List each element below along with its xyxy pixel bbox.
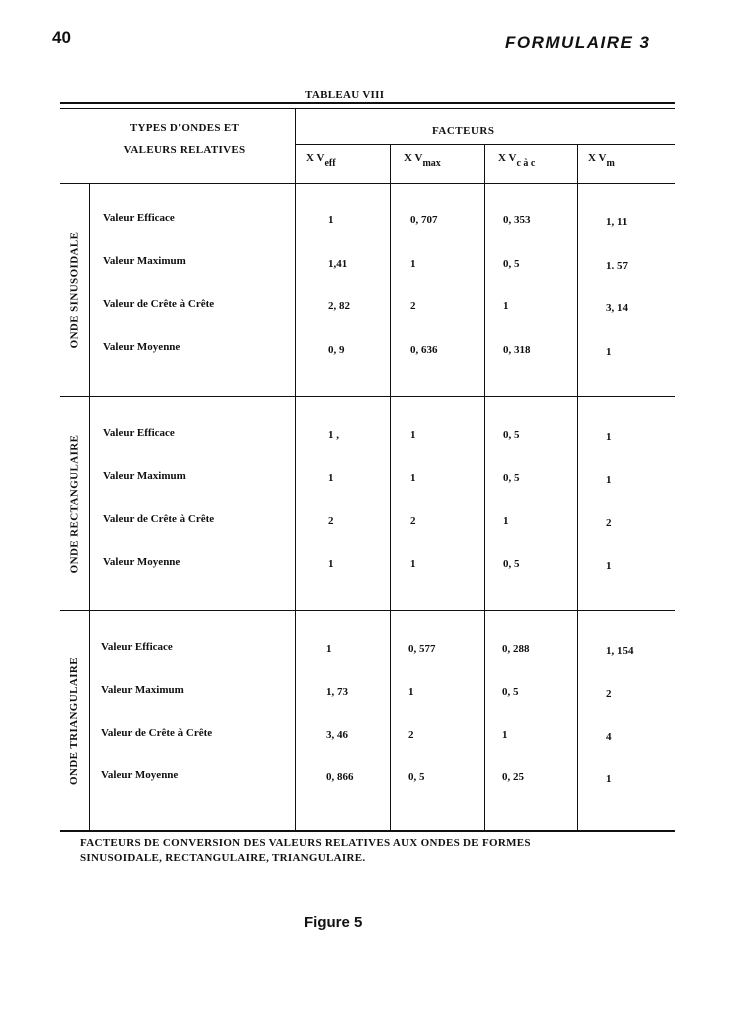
cell-vcac: 0, 318 [503, 344, 531, 356]
cell-veff: 2, 82 [328, 300, 350, 312]
row-label: Valeur Maximum [101, 684, 184, 696]
row-label: Valeur Moyenne [101, 769, 179, 781]
cell-vcac: 0, 25 [502, 771, 524, 783]
row-label: Valeur de Crête à Crête [101, 727, 213, 739]
row-label: Valeur Efficace [103, 427, 175, 439]
cell-veff: 1 [328, 558, 334, 570]
group-divider-1 [60, 396, 675, 397]
column-divider-1 [390, 144, 391, 831]
cell-vmax: 2 [410, 515, 416, 527]
cell-vcac: 0, 5 [502, 686, 519, 698]
cell-vm: 1 [606, 560, 612, 572]
cell-vmax: 0, 5 [408, 771, 425, 783]
row-label: Valeur Efficace [103, 212, 175, 224]
cell-vm: 1, 11 [606, 216, 628, 228]
cell-veff: 0, 866 [326, 771, 354, 783]
cell-vmax: 0, 707 [410, 214, 438, 226]
group-label-sinusoidale: ONDE SINUSOIDALE [68, 231, 81, 349]
group-label-rectangulaire: ONDE RECTANGULAIRE [68, 434, 80, 573]
cell-vcac: 0, 5 [503, 258, 520, 270]
column-header-vm: X $V_m$ [588, 152, 615, 169]
cell-vcac: 0, 5 [503, 472, 520, 484]
factors-header-divider [296, 144, 675, 145]
cell-vcac: 0, 288 [502, 643, 530, 655]
page-number: 40 [52, 28, 71, 47]
footnote [80, 836, 680, 866]
cell-vm: 1 [606, 346, 612, 358]
group-divider-2 [60, 610, 675, 611]
table-top-rule [60, 102, 675, 104]
cell-vcac: 0, 5 [503, 558, 520, 570]
figure-label: Figure 5 [304, 914, 363, 931]
footnote-line2: SINUSOIDALE, RECTANGULAIRE, TRIANGULAIRE. [80, 852, 366, 864]
header-left-line2: VALEURS RELATIVES [123, 144, 246, 156]
column-divider-2 [484, 144, 485, 831]
cell-vmax: 1 [410, 258, 416, 270]
table-top-rule-2 [60, 108, 675, 109]
column-header-vmax: X $V_{max}$ [404, 152, 441, 169]
cell-vmax: 0, 636 [410, 344, 438, 356]
cell-veff: 1, 73 [326, 686, 348, 698]
table-caption: TABLEAU VIII [305, 89, 385, 101]
cell-veff: 1 , [328, 429, 339, 441]
cell-veff: 3, 46 [326, 729, 348, 741]
header-left-line1: TYPES D'ONDES ET [129, 122, 240, 134]
row-label: Valeur Maximum [103, 470, 186, 482]
cell-veff: 1 [328, 214, 334, 226]
cell-vmax: 1 [410, 429, 416, 441]
row-label: Valeur Moyenne [103, 341, 181, 353]
row-label: Valeur Efficace [101, 641, 173, 653]
cell-vcac: 0, 5 [503, 429, 520, 441]
row-label: Valeur Maximum [103, 255, 186, 267]
group-label-triangulaire: ONDE TRIANGULAIRE [68, 656, 80, 785]
footnote-line1: FACTEURS DE CONVERSION DES VALEURS RELATIVES AUX ONDES DE FORMES [80, 837, 531, 849]
cell-vm: 2 [606, 688, 612, 700]
running-head: FORMULAIRE 3 [505, 33, 651, 52]
cell-vcac: 0, 353 [503, 214, 531, 226]
cell-vmax: 1 [408, 686, 414, 698]
group-label-column-divider [89, 183, 90, 831]
column-header-vcac: X $V_{c à c}$ [498, 152, 536, 169]
cell-veff: 1,41 [328, 258, 348, 270]
cell-vm: 1, 154 [606, 645, 634, 657]
cell-vm: 1. 57 [606, 260, 628, 272]
cell-veff: 0, 9 [328, 344, 345, 356]
cell-vm: 1 [606, 431, 612, 443]
column-divider-3 [577, 144, 578, 831]
cell-vmax: 2 [408, 729, 414, 741]
cell-vmax: 0, 577 [408, 643, 436, 655]
values-left-divider [295, 108, 296, 831]
cell-vm: 1 [606, 474, 612, 486]
cell-veff: 1 [328, 472, 334, 484]
cell-vcac: 1 [502, 729, 508, 741]
cell-veff: 1 [326, 643, 332, 655]
cell-vm: 1 [606, 773, 612, 785]
cell-vm: 4 [606, 731, 612, 743]
cell-veff: 2 [328, 515, 334, 527]
row-label: Valeur Moyenne [103, 556, 181, 568]
factors-title: FACTEURS [432, 125, 495, 137]
column-header-veff: X $V_{eff}$ [306, 152, 336, 169]
cell-vcac: 1 [503, 300, 509, 312]
cell-vmax: 1 [410, 472, 416, 484]
row-label: Valeur de Crête à Crête [103, 298, 215, 310]
cell-vmax: 1 [410, 558, 416, 570]
table-bottom-rule [60, 830, 675, 832]
cell-vcac: 1 [503, 515, 509, 527]
cell-vmax: 2 [410, 300, 416, 312]
header-bottom-rule [60, 183, 675, 184]
cell-vm: 2 [606, 517, 612, 529]
cell-vm: 3, 14 [606, 302, 628, 314]
row-label: Valeur de Crête à Crête [103, 513, 215, 525]
